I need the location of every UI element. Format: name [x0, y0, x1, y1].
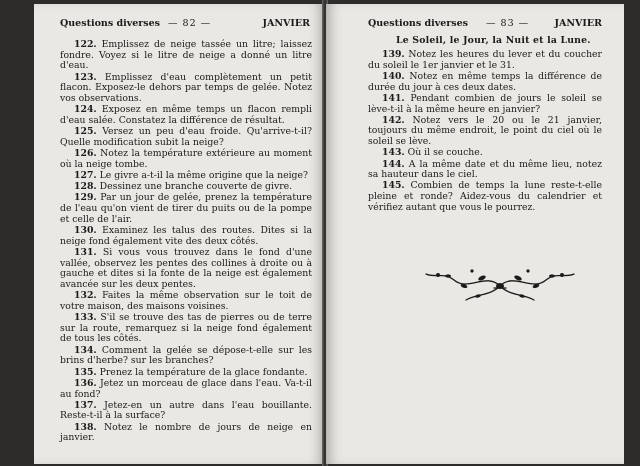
question-number: 125. [74, 126, 97, 138]
question-number: 127. [74, 169, 97, 181]
question-number: 142. [382, 114, 405, 126]
question-text: Examinez les talus des routes. Dites si la neige fond également vite des deux côtés. [60, 224, 312, 247]
question-text: Emplissez de neige tassée un litre; laissez fondre. Voyez si le litre de neige a donné un litre d'eau. [60, 39, 312, 72]
question-text: Le givre a-t-il la même origine que la neige? [96, 169, 308, 181]
question-text: Pendant combien de jours le soleil se lève-t-il à la même heure en janvier? [368, 92, 602, 115]
question-number: 126. [74, 148, 97, 160]
question-text: Emplissez d'eau complètement un petit flacon. Exposez-le dehors par temps de gelée. Notez vos observations. [60, 71, 312, 105]
question-number: 144. [382, 158, 405, 170]
question-text: Prenez la température de la glace fondante. [96, 366, 308, 378]
question-number: 131. [74, 246, 97, 258]
question-text: Combien de temps la lune reste-t-elle pleine et ronde? Aidez-vous du calendrier et vérifiez autant que vous le pourrez. [368, 180, 602, 213]
question-number: 130. [74, 224, 97, 236]
question-item [60, 248, 312, 291]
question-text: Notez le nombre de jours de neige en janvier. [60, 421, 312, 444]
question-text: Comment la gelée se dépose-t-elle sur les brins d'herbe? sur les branches? [60, 344, 312, 367]
question-number: 141. [382, 92, 405, 104]
page-number: — 82 — [168, 18, 212, 29]
page-number: — 83 — [486, 18, 530, 29]
question-number: 143. [382, 147, 405, 159]
question-text: Versez un peu d'eau froide. Qu'arrive-t-il? Quelle modification subit la neige? [60, 126, 312, 148]
question-text: Jetez un morceau de glace dans l'eau. Va-t-il au fond? [60, 377, 312, 400]
question-item [60, 313, 312, 345]
question-item [60, 73, 312, 105]
left-page [34, 4, 324, 464]
question-text: Notez en même temps la différence de durée du jour à ces deux dates. [368, 70, 602, 93]
question-number: 122. [74, 39, 97, 50]
question-item [60, 423, 312, 444]
question-list [60, 40, 312, 445]
question-item [60, 401, 312, 422]
question-item [368, 94, 602, 115]
question-text: A la même date et du même lieu, notez sa hauteur dans le ciel. [368, 158, 602, 181]
question-text: Notez les heures du lever et du coucher du soleil le 1er janvier et le 31. [368, 49, 602, 71]
running-head-month: JANVIER [262, 18, 310, 29]
question-number: 124. [74, 104, 97, 116]
question-text: Jetez-en un autre dans l'eau bouillante. Reste-t-il à la surface? [60, 399, 312, 422]
question-text: Notez vers le 20 ou le 21 janvier, toujours du même endroit, le point du ciel où le soleil se lève. [368, 114, 602, 148]
question-number: 134. [74, 344, 97, 356]
question-text: Exposez en même temps un flacon rempli d'eau salée. Constatez la différence de résultat. [60, 104, 312, 126]
question-item [60, 346, 312, 367]
running-head [60, 18, 310, 32]
question-item [60, 291, 312, 312]
question-text: Faites la même observation sur le toit de votre maison, des maisons voisines. [60, 290, 312, 312]
question-number: 137. [74, 399, 97, 411]
question-item [60, 193, 312, 225]
running-head [368, 18, 602, 32]
question-number: 132. [74, 290, 97, 302]
question-item [60, 368, 312, 379]
running-head-title: Questions diverses [368, 18, 469, 29]
question-item [368, 160, 602, 181]
question-text: S'il se trouve des tas de pierres ou de terre sur la route, remarquez si la neige fond également de tous les côtés. [60, 312, 312, 345]
question-list [368, 50, 602, 214]
question-text: Par un jour de gelée, prenez la température de l'eau qu'on vient de tirer du puits ou de la pompe et celle de l'air. [60, 192, 312, 225]
question-text: Si vous vous trouvez dans le fond d'une vallée, observez les pentes des collines à droite ou à gauche et dites si la fonte de la neige est également avancée sur les deux pentes. [60, 246, 312, 290]
running-head-month: JANVIER [554, 18, 602, 29]
question-number: 139. [382, 49, 405, 60]
question-text: Notez la température extérieure au moment où la neige tombe. [60, 148, 312, 170]
question-item [60, 105, 312, 126]
question-item [60, 149, 312, 170]
question-item [368, 72, 602, 93]
question-text: Où il se couche. [404, 147, 483, 159]
question-number: 140. [382, 70, 405, 82]
question-item [368, 116, 602, 148]
right-page [326, 4, 624, 464]
question-item [368, 181, 602, 213]
question-item [368, 148, 602, 159]
floral-ornament-icon [420, 262, 580, 306]
question-item [60, 127, 312, 148]
running-head-title: Questions diverses [60, 18, 161, 29]
question-text: Dessinez une branche couverte de givre. [96, 181, 293, 193]
question-number: 129. [74, 192, 97, 204]
question-number: 128. [74, 181, 97, 193]
question-number: 123. [74, 71, 97, 83]
question-item [368, 50, 602, 71]
question-item [60, 171, 312, 182]
question-number: 133. [74, 312, 97, 324]
question-item [60, 379, 312, 400]
question-number: 136. [74, 377, 97, 389]
question-item [60, 40, 312, 72]
section-title: Le Soleil, le Jour, la Nuit et la Lune. [396, 35, 591, 46]
question-item [60, 226, 312, 247]
question-number: 135. [74, 366, 97, 378]
question-number: 138. [74, 421, 97, 433]
question-number: 145. [382, 180, 405, 192]
question-item [60, 182, 312, 193]
